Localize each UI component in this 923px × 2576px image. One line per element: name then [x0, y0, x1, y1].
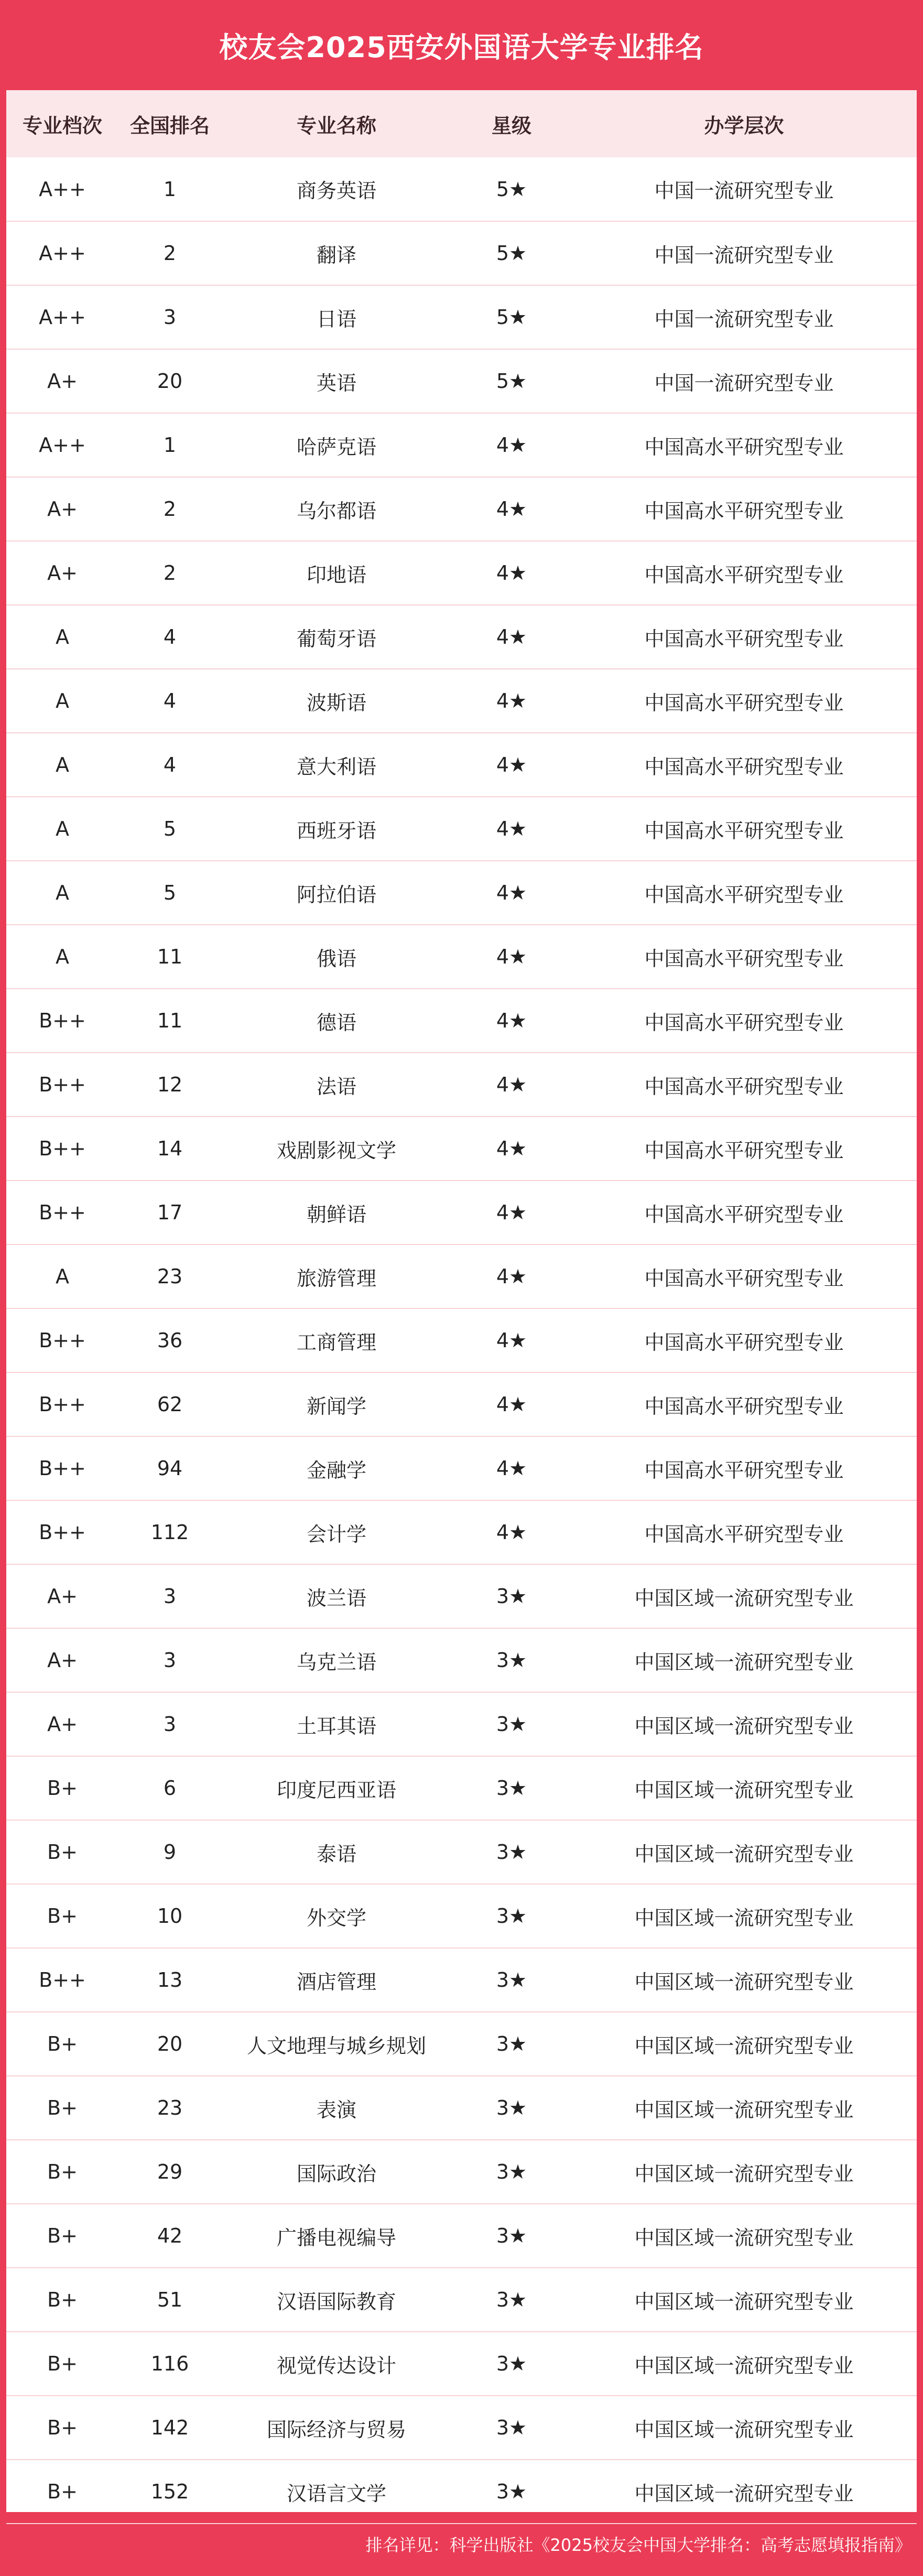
program-tier-cell: 中国高水平研究型专业 — [571, 1500, 917, 1564]
level-cell: B++ — [6, 1308, 118, 1372]
level-cell: B++ — [6, 1117, 118, 1181]
national-rank-cell: 6 — [118, 1756, 221, 1820]
program-tier-cell: 中国区域一流研究型专业 — [571, 2076, 917, 2140]
table-row — [6, 413, 917, 477]
level-cell: A+ — [6, 1564, 118, 1628]
major-name-cell: 旅游管理 — [221, 1244, 452, 1308]
level-cell: B++ — [6, 1053, 118, 1117]
level-cell: A+ — [6, 477, 118, 541]
program-tier-cell: 中国高水平研究型专业 — [571, 733, 917, 797]
major-name-cell: 国际政治 — [221, 2140, 452, 2204]
table-row — [6, 2076, 917, 2140]
level-cell: B++ — [6, 1948, 118, 2012]
major-name-cell: 乌尔都语 — [221, 477, 452, 541]
national-rank-cell: 2 — [118, 221, 221, 285]
program-tier-cell: 中国高水平研究型专业 — [571, 1053, 917, 1117]
level-cell: B+ — [6, 2332, 118, 2396]
level-cell: A — [6, 1244, 118, 1308]
program-tier-cell: 中国区域一流研究型专业 — [571, 1564, 917, 1628]
table-body — [6, 157, 917, 2524]
level-cell: B++ — [6, 1500, 118, 1564]
national-rank-cell: 2 — [118, 541, 221, 605]
table-row — [6, 1756, 917, 1820]
program-tier-cell: 中国高水平研究型专业 — [571, 861, 917, 925]
level-cell: B+ — [6, 2076, 118, 2140]
star-rating-cell: 5★ — [452, 221, 571, 285]
table-header — [6, 90, 917, 157]
star-rating-cell: 4★ — [452, 669, 571, 733]
table-row — [6, 1948, 917, 2012]
level-cell: A — [6, 797, 118, 861]
level-cell: B+ — [6, 2396, 118, 2460]
level-cell: B+ — [6, 2140, 118, 2204]
national-rank-cell: 1 — [118, 157, 221, 221]
national-rank-cell: 36 — [118, 1308, 221, 1372]
national-rank-cell: 3 — [118, 285, 221, 349]
star-rating-cell: 4★ — [452, 989, 571, 1053]
star-rating-cell: 4★ — [452, 733, 571, 797]
level-cell: A++ — [6, 221, 118, 285]
major-name-cell: 朝鲜语 — [221, 1181, 452, 1244]
table-row — [6, 1692, 917, 1756]
program-tier-cell: 中国高水平研究型专业 — [571, 413, 917, 477]
level-cell: A++ — [6, 157, 118, 221]
star-rating-cell: 3★ — [452, 2396, 571, 2460]
major-name-cell: 戏剧影视文学 — [221, 1117, 452, 1181]
major-name-cell: 国际经济与贸易 — [221, 2396, 452, 2460]
table-row — [6, 2140, 917, 2204]
program-tier-cell: 中国区域一流研究型专业 — [571, 1884, 917, 1948]
table-row — [6, 925, 917, 989]
major-name-cell: 德语 — [221, 989, 452, 1053]
table-row — [6, 2268, 917, 2332]
level-cell: B+ — [6, 2268, 118, 2332]
national-rank-cell: 3 — [118, 1628, 221, 1692]
major-name-cell: 新闻学 — [221, 1372, 452, 1436]
national-rank-cell: 20 — [118, 349, 221, 413]
national-rank-cell: 4 — [118, 605, 221, 669]
major-name-cell: 视觉传达设计 — [221, 2332, 452, 2396]
header-cell-national-rank: 全国排名 — [129, 114, 210, 137]
level-cell: B+ — [6, 1884, 118, 1948]
major-name-cell: 翻译 — [221, 221, 452, 285]
star-rating-cell: 4★ — [452, 605, 571, 669]
table-row — [6, 285, 917, 349]
star-rating-cell: 4★ — [452, 477, 571, 541]
program-tier-cell: 中国高水平研究型专业 — [571, 1244, 917, 1308]
star-rating-cell: 3★ — [452, 1820, 571, 1884]
star-rating-cell: 3★ — [452, 1628, 571, 1692]
level-cell: A+ — [6, 541, 118, 605]
table-row — [6, 733, 917, 797]
star-rating-cell: 3★ — [452, 2268, 571, 2332]
program-tier-cell: 中国区域一流研究型专业 — [571, 1820, 917, 1884]
table-row — [6, 2332, 917, 2396]
header-cell-level: 专业档次 — [22, 114, 102, 137]
table-row — [6, 1308, 917, 1372]
star-rating-cell: 5★ — [452, 285, 571, 349]
major-name-cell: 土耳其语 — [221, 1692, 452, 1756]
major-name-cell: 法语 — [221, 1053, 452, 1117]
major-name-cell: 人文地理与城乡规划 — [221, 2012, 452, 2076]
star-rating-cell: 4★ — [452, 1436, 571, 1500]
level-cell: A — [6, 733, 118, 797]
ranking-table-container — [6, 90, 917, 2512]
star-rating-cell: 3★ — [452, 2012, 571, 2076]
star-rating-cell: 4★ — [452, 1372, 571, 1436]
major-name-cell: 商务英语 — [221, 157, 452, 221]
program-tier-cell: 中国区域一流研究型专业 — [571, 2012, 917, 2076]
major-name-cell: 葡萄牙语 — [221, 605, 452, 669]
national-rank-cell: 29 — [118, 2140, 221, 2204]
level-cell: B+ — [6, 1756, 118, 1820]
table-row — [6, 1117, 917, 1181]
table-row — [6, 861, 917, 925]
table-row — [6, 541, 917, 605]
national-rank-cell: 20 — [118, 2012, 221, 2076]
star-rating-cell: 4★ — [452, 1053, 571, 1117]
program-tier-cell: 中国区域一流研究型专业 — [571, 1628, 917, 1692]
major-name-cell: 阿拉伯语 — [221, 861, 452, 925]
program-tier-cell: 中国区域一流研究型专业 — [571, 2396, 917, 2460]
table-row — [6, 157, 917, 221]
level-cell: B++ — [6, 1372, 118, 1436]
level-cell: A+ — [6, 1692, 118, 1756]
source-footnote: 排名详见：科学出版社《2025校友会中国大学排名：高考志愿填报指南》 — [365, 2535, 911, 2555]
national-rank-cell: 11 — [118, 989, 221, 1053]
star-rating-cell: 3★ — [452, 1692, 571, 1756]
major-name-cell: 意大利语 — [221, 733, 452, 797]
star-rating-cell: 4★ — [452, 1308, 571, 1372]
major-name-cell: 西班牙语 — [221, 797, 452, 861]
header-cell-program-tier: 办学层次 — [704, 114, 784, 137]
table-row — [6, 2012, 917, 2076]
program-tier-cell: 中国区域一流研究型专业 — [571, 2460, 917, 2524]
program-tier-cell: 中国区域一流研究型专业 — [571, 1948, 917, 2012]
major-name-cell: 汉语言文学 — [221, 2460, 452, 2524]
major-name-cell: 乌克兰语 — [221, 1628, 452, 1692]
national-rank-cell: 116 — [118, 2332, 221, 2396]
program-tier-cell: 中国区域一流研究型专业 — [571, 2204, 917, 2268]
program-tier-cell: 中国区域一流研究型专业 — [571, 1692, 917, 1756]
major-name-cell: 汉语国际教育 — [221, 2268, 452, 2332]
table-row — [6, 1181, 917, 1244]
program-tier-cell: 中国高水平研究型专业 — [571, 1181, 917, 1244]
level-cell: A — [6, 605, 118, 669]
star-rating-cell: 4★ — [452, 1181, 571, 1244]
national-rank-cell: 10 — [118, 1884, 221, 1948]
star-rating-cell: 3★ — [452, 2140, 571, 2204]
national-rank-cell: 51 — [118, 2268, 221, 2332]
national-rank-cell: 142 — [118, 2396, 221, 2460]
program-tier-cell: 中国高水平研究型专业 — [571, 1308, 917, 1372]
national-rank-cell: 13 — [118, 1948, 221, 2012]
star-rating-cell: 3★ — [452, 1756, 571, 1820]
national-rank-cell: 5 — [118, 861, 221, 925]
star-rating-cell: 3★ — [452, 2460, 571, 2524]
national-rank-cell: 14 — [118, 1117, 221, 1181]
table-row — [6, 1628, 917, 1692]
level-cell: A++ — [6, 413, 118, 477]
major-name-cell: 工商管理 — [221, 1308, 452, 1372]
program-tier-cell: 中国一流研究型专业 — [571, 285, 917, 349]
program-tier-cell: 中国高水平研究型专业 — [571, 1117, 917, 1181]
header-cell-star-rating: 星级 — [491, 114, 531, 137]
program-tier-cell: 中国一流研究型专业 — [571, 221, 917, 285]
major-name-cell: 酒店管理 — [221, 1948, 452, 2012]
major-name-cell: 印地语 — [221, 541, 452, 605]
major-name-cell: 哈萨克语 — [221, 413, 452, 477]
major-name-cell: 金融学 — [221, 1436, 452, 1500]
program-tier-cell: 中国高水平研究型专业 — [571, 1436, 917, 1500]
national-rank-cell: 23 — [118, 1244, 221, 1308]
table-row — [6, 221, 917, 285]
table-row — [6, 1436, 917, 1500]
level-cell: B+ — [6, 2204, 118, 2268]
star-rating-cell: 3★ — [452, 1564, 571, 1628]
national-rank-cell: 62 — [118, 1372, 221, 1436]
star-rating-cell: 4★ — [452, 413, 571, 477]
program-tier-cell: 中国高水平研究型专业 — [571, 925, 917, 989]
table-row — [6, 989, 917, 1053]
level-cell: B++ — [6, 1436, 118, 1500]
major-name-cell: 日语 — [221, 285, 452, 349]
table-row — [6, 1564, 917, 1628]
star-rating-cell: 4★ — [452, 861, 571, 925]
program-tier-cell: 中国区域一流研究型专业 — [571, 1756, 917, 1820]
table-row — [6, 2396, 917, 2460]
level-cell: A++ — [6, 285, 118, 349]
level-cell: A+ — [6, 1628, 118, 1692]
level-cell: A — [6, 669, 118, 733]
national-rank-cell: 94 — [118, 1436, 221, 1500]
program-tier-cell: 中国高水平研究型专业 — [571, 605, 917, 669]
level-cell: B++ — [6, 989, 118, 1053]
program-tier-cell: 中国一流研究型专业 — [571, 349, 917, 413]
national-rank-cell: 17 — [118, 1181, 221, 1244]
star-rating-cell: 4★ — [452, 541, 571, 605]
star-rating-cell: 3★ — [452, 2076, 571, 2140]
table-row — [6, 1820, 917, 1884]
major-name-cell: 外交学 — [221, 1884, 452, 1948]
national-rank-cell: 3 — [118, 1564, 221, 1628]
program-tier-cell: 中国高水平研究型专业 — [571, 1372, 917, 1436]
program-tier-cell: 中国区域一流研究型专业 — [571, 2268, 917, 2332]
table-row — [6, 669, 917, 733]
major-name-cell: 印度尼西亚语 — [221, 1756, 452, 1820]
national-rank-cell: 1 — [118, 413, 221, 477]
table-row — [6, 1244, 917, 1308]
table-row — [6, 605, 917, 669]
national-rank-cell: 4 — [118, 669, 221, 733]
national-rank-cell: 42 — [118, 2204, 221, 2268]
level-cell: A — [6, 861, 118, 925]
table-row — [6, 1500, 917, 1564]
level-cell: B+ — [6, 2460, 118, 2524]
national-rank-cell: 11 — [118, 925, 221, 989]
national-rank-cell: 4 — [118, 733, 221, 797]
major-name-cell: 泰语 — [221, 1820, 452, 1884]
program-tier-cell: 中国区域一流研究型专业 — [571, 2140, 917, 2204]
national-rank-cell: 152 — [118, 2460, 221, 2524]
national-rank-cell: 9 — [118, 1820, 221, 1884]
table-row — [6, 2204, 917, 2268]
level-cell: A+ — [6, 349, 118, 413]
star-rating-cell: 3★ — [452, 2204, 571, 2268]
major-name-cell: 广播电视编导 — [221, 2204, 452, 2268]
major-name-cell: 表演 — [221, 2076, 452, 2140]
star-rating-cell: 3★ — [452, 1948, 571, 2012]
major-name-cell: 波斯语 — [221, 669, 452, 733]
national-rank-cell: 2 — [118, 477, 221, 541]
program-tier-cell: 中国高水平研究型专业 — [571, 477, 917, 541]
program-tier-cell: 中国高水平研究型专业 — [571, 989, 917, 1053]
page-title: 校友会2025西安外国语大学专业排名 — [219, 30, 704, 64]
header-row — [6, 90, 917, 157]
national-rank-cell: 3 — [118, 1692, 221, 1756]
national-rank-cell: 12 — [118, 1053, 221, 1117]
level-cell: A — [6, 925, 118, 989]
table-row — [6, 1372, 917, 1436]
ranking-table — [6, 90, 917, 2524]
star-rating-cell: 4★ — [452, 797, 571, 861]
national-rank-cell: 23 — [118, 2076, 221, 2140]
program-tier-cell: 中国高水平研究型专业 — [571, 669, 917, 733]
star-rating-cell: 4★ — [452, 1117, 571, 1181]
star-rating-cell: 4★ — [452, 1500, 571, 1564]
header-cell-major-name: 专业名称 — [296, 114, 376, 137]
level-cell: B+ — [6, 1820, 118, 1884]
table-row — [6, 797, 917, 861]
level-cell: B++ — [6, 1181, 118, 1244]
program-tier-cell: 中国区域一流研究型专业 — [571, 2332, 917, 2396]
table-row — [6, 349, 917, 413]
national-rank-cell: 5 — [118, 797, 221, 861]
program-tier-cell: 中国一流研究型专业 — [571, 157, 917, 221]
program-tier-cell: 中国高水平研究型专业 — [571, 797, 917, 861]
star-rating-cell: 5★ — [452, 349, 571, 413]
table-row — [6, 1053, 917, 1117]
table-row — [6, 477, 917, 541]
star-rating-cell: 5★ — [452, 157, 571, 221]
table-row — [6, 1884, 917, 1948]
major-name-cell: 会计学 — [221, 1500, 452, 1564]
level-cell: B+ — [6, 2012, 118, 2076]
major-name-cell: 波兰语 — [221, 1564, 452, 1628]
program-tier-cell: 中国高水平研究型专业 — [571, 541, 917, 605]
major-name-cell: 英语 — [221, 349, 452, 413]
national-rank-cell: 112 — [118, 1500, 221, 1564]
major-name-cell: 俄语 — [221, 925, 452, 989]
star-rating-cell: 3★ — [452, 1884, 571, 1948]
star-rating-cell: 4★ — [452, 925, 571, 989]
star-rating-cell: 3★ — [452, 2332, 571, 2396]
star-rating-cell: 4★ — [452, 1244, 571, 1308]
